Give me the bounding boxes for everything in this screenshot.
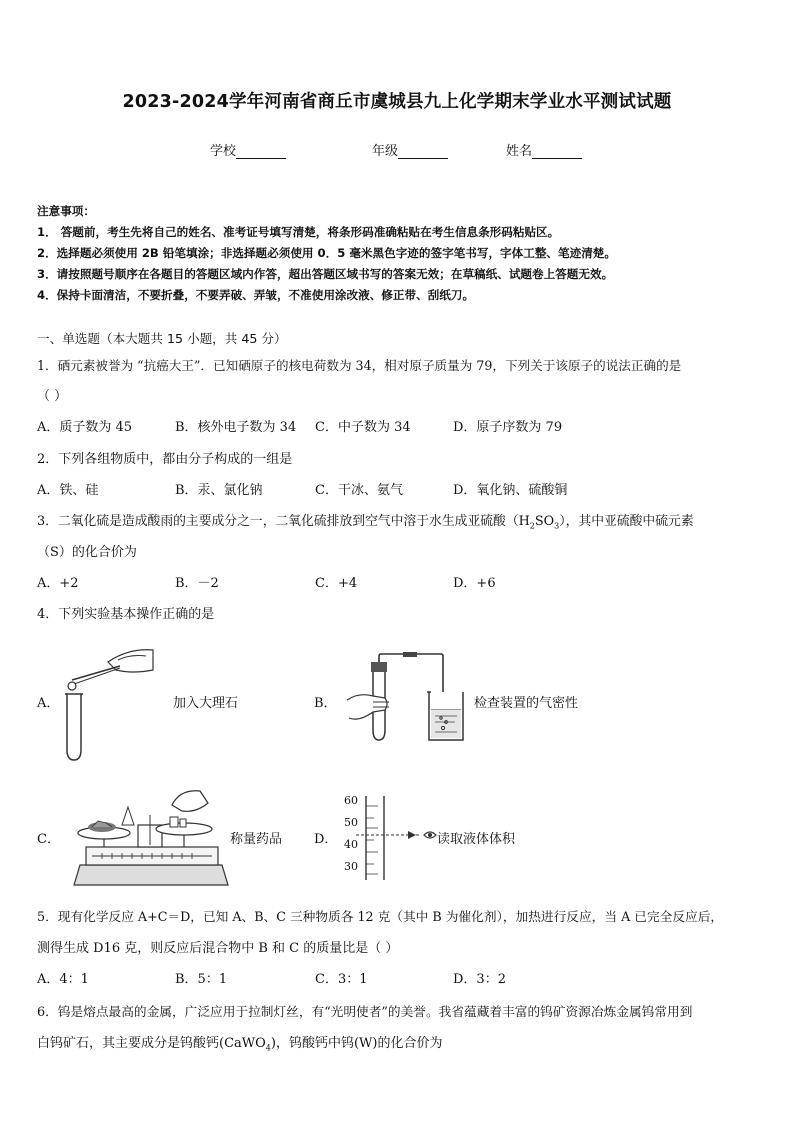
test-tube-marble-figure (58, 640, 158, 765)
grade-label: 年级 (372, 144, 399, 159)
graduated-cylinder-figure (340, 794, 440, 884)
name-label: 姓名 (506, 144, 533, 159)
notice-heading: 注意事项： (37, 204, 95, 218)
q3-text-b: ），其中亚硫酸中硫元素 (559, 514, 694, 529)
q5-option-d: D．3：2 (453, 972, 506, 987)
q4-option-d: D． (314, 832, 338, 847)
q6-text-a: 白钨矿石，其主要成分是钨酸钙(CaWO (37, 1036, 266, 1051)
notice-item: 3．请按照题号顺序在各题目的答题区域内作答，超出答题区域书写的答案无效；在草稿纸、试题卷上答题无效。 (37, 267, 614, 281)
q5-option-b: B．5：1 (175, 972, 228, 987)
notice-item: 4．保持卡面清洁，不要折叠，不要弄破、弄皱，不准使用涂改液、修正带、刮纸刀。 (37, 288, 475, 302)
q4-caption-b: 检查装置的气密性 (474, 696, 579, 711)
notice-item: 2．选择题必须使用 2B 铅笔填涂；非选择题必须使用 0．5 毫米黑色字迹的签字笔书写，字体工整、笔迹清楚。 (37, 246, 616, 260)
school-field (210, 140, 286, 159)
cylinder-tick-60: 60 (344, 794, 358, 807)
q2-option-a: A．铁、硅 (37, 483, 99, 498)
q3-sub-1: 2 (529, 521, 535, 531)
q2-option-d: D．氧化钠、硫酸铜 (453, 483, 568, 498)
question-5-stem: 5．现有化学反应 A+C＝D，已知 A、B、C 三种物质各 12 克（其中 B 为催化剂），加热进行反应，当 A 已完全反应后， (37, 909, 724, 924)
name-field (506, 140, 582, 159)
cylinder-tick-40: 40 (344, 838, 358, 851)
question-4-stem: 4．下列实验基本操作正确的是 (37, 607, 215, 622)
grade-blank (398, 144, 448, 159)
q4-option-c: C． (37, 832, 60, 847)
cylinder-tick-30: 30 (344, 860, 358, 873)
q6-sub: 4 (265, 1043, 271, 1053)
section-heading: 一、单选题（本大题共 15 小题，共 45 分） (37, 331, 287, 346)
question-3-stem-line2: （S）的化合价为 (37, 545, 137, 560)
q5-option-c: C．3：1 (315, 972, 368, 987)
q4-caption-a: 加入大理石 (173, 696, 239, 711)
q3-option-d: D．+6 (453, 576, 496, 591)
q5-option-a: A．4：1 (37, 972, 89, 987)
q3-text-mid: SO (534, 514, 555, 529)
q1-option-a: A．质子数为 45 (37, 420, 133, 435)
q2-option-b: B．汞、氯化钠 (175, 483, 263, 498)
q1-option-d: D．原子序数为 79 (453, 420, 563, 435)
school-label: 学校 (210, 144, 237, 159)
airtightness-apparatus-figure (345, 652, 470, 747)
question-3-stem (37, 510, 694, 531)
q3-text-a: 3．二氧化硫是造成酸雨的主要成分之一，二氧化硫排放到空气中溶于水生成亚硫酸（H (37, 514, 530, 529)
notice-item: 1． 答题前，考生先将自己的姓名、准考证号填写清楚，将条形码准确粘贴在考生信息条形码粘贴区。 (37, 225, 560, 239)
grade-field (372, 140, 448, 159)
question-1-stem: 1．硒元素被誉为 “抗癌大王”．已知硒原子的核电荷数为 34，相对原子质量为 79，下列关于该原子的说法正确的是 (37, 358, 682, 373)
cylinder-tick-50: 50 (344, 816, 358, 829)
q3-option-a: A．+2 (37, 576, 79, 591)
q1-option-c: C．中子数为 34 (315, 420, 411, 435)
q4-caption-d: 读取液体体积 (437, 832, 516, 847)
q1-option-b: B．核外电子数为 34 (175, 420, 297, 435)
balance-weighing-figure (72, 785, 232, 893)
question-5-stem-line2: 测得生成 D16 克，则反应后混合物中 B 和 C 的质量比是（ ） (37, 941, 399, 956)
page-title: 2023-2024学年河南省商丘市虞城县九上化学期末学业水平测试试题 (122, 92, 672, 112)
q6-text-b: )，钨酸钙中钨(W)的化合价为 (270, 1036, 443, 1051)
q2-option-c: C．干冰、氨气 (315, 483, 403, 498)
question-6-stem-line2 (37, 1032, 442, 1053)
q4-caption-c: 称量药品 (230, 832, 283, 847)
q3-option-b: B．－2 (175, 576, 219, 591)
school-blank (236, 144, 286, 159)
q4-option-a: A． (37, 696, 60, 711)
name-blank (532, 144, 582, 159)
q3-sub-2: 3 (554, 521, 560, 531)
question-6-stem: 6．钨是熔点最高的金属，广泛应用于拉制灯丝，有“光明使者”的美誉。我省蕴藏着丰富的钨矿资源冶炼金属钨常用到 (37, 1004, 693, 1019)
q4-option-b: B． (314, 696, 337, 711)
q3-option-c: C．+4 (315, 576, 358, 591)
question-2-stem: 2．下列各组物质中，都由分子构成的一组是 (37, 452, 293, 467)
question-1-bracket: （ ） (37, 389, 68, 404)
